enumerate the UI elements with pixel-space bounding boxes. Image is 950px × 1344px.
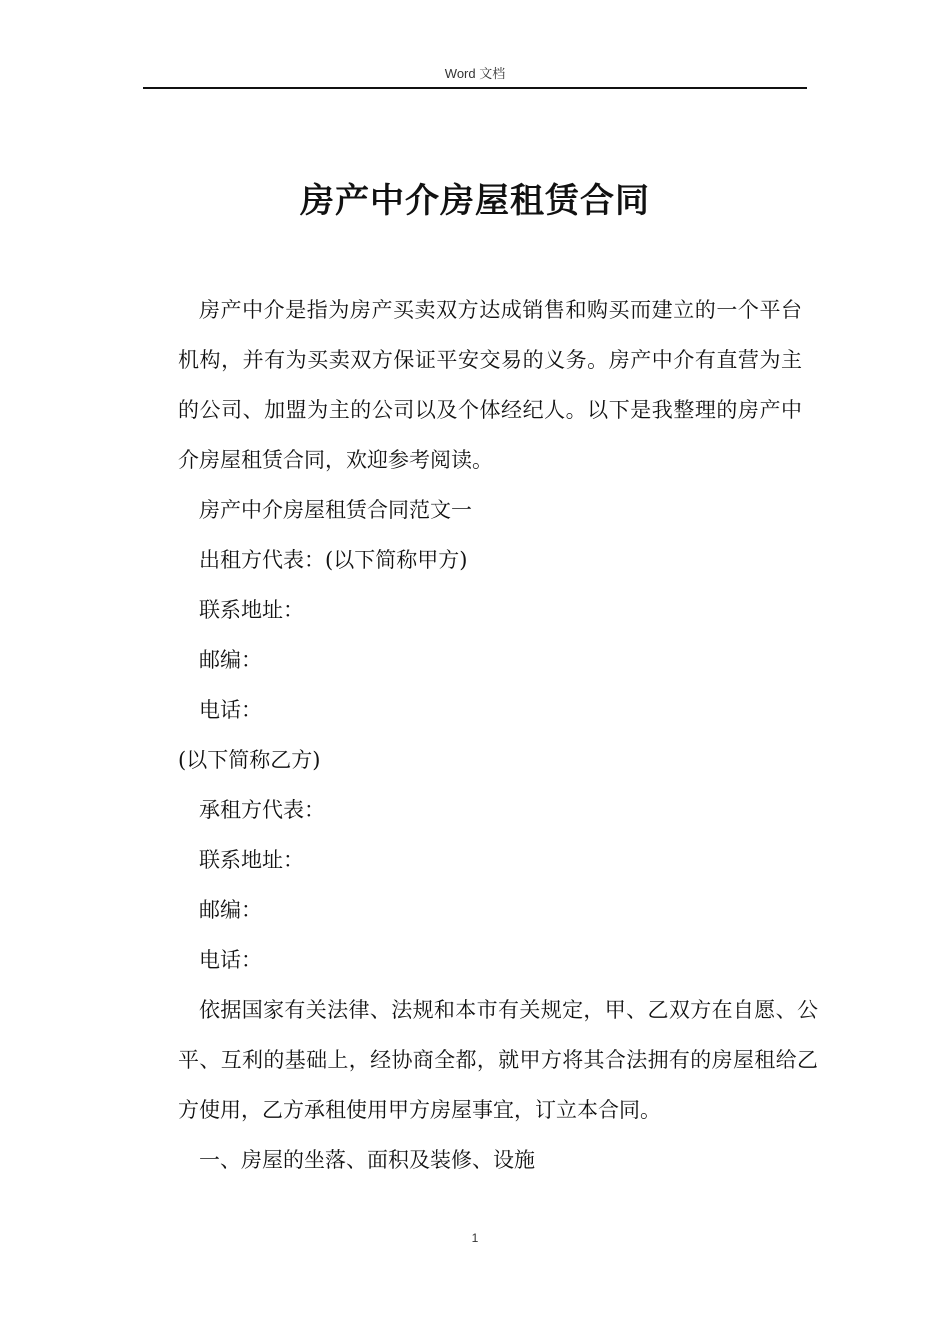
lessee-representative-line: 承租方代表：	[199, 798, 325, 822]
lessor-phone-line: 电话：	[199, 698, 262, 722]
lessee-phone-line: 电话：	[199, 948, 262, 972]
document-title: 房产中介房屋租赁合同	[300, 180, 650, 221]
document-header-label: Word 文档	[444, 66, 506, 81]
lessee-abbreviation-line: (以下简称乙方)	[178, 748, 321, 772]
intro-paragraph: 房产中介是指为房产买卖双方达成销售和购买而建立的一个平台机构，并有为买卖双方保证平安交易的义务。房产中介有直营为主的公司、加盟为主的公司以及个体经纪人。以下是我整理的房产中介房屋租赁合同，欢迎参考阅读。	[178, 298, 802, 472]
document-body	[178, 285, 818, 1185]
lessee-address-line: 联系地址：	[199, 848, 304, 872]
clause-one-heading: 一、房屋的坐落、面积及装修、设施	[199, 1148, 535, 1172]
lessor-postcode-line: 邮编：	[199, 648, 262, 672]
lessor-representative-line: 出租方代表：(以下简称甲方)	[199, 548, 468, 572]
page-number: 1	[471, 1231, 479, 1245]
header-divider	[143, 87, 807, 89]
agreement-basis-paragraph: 依据国家有关法律、法规和本市有关规定，甲、乙双方在自愿、公平、互利的基础上，经协商全都，就甲方将其合法拥有的房屋租给乙方使用，乙方承租使用甲方房屋事宜，订立本合同。	[178, 998, 818, 1122]
lessor-address-line: 联系地址：	[199, 598, 304, 622]
lessee-postcode-line: 邮编：	[199, 898, 262, 922]
section-heading-sample-one: 房产中介房屋租赁合同范文一	[199, 498, 472, 522]
